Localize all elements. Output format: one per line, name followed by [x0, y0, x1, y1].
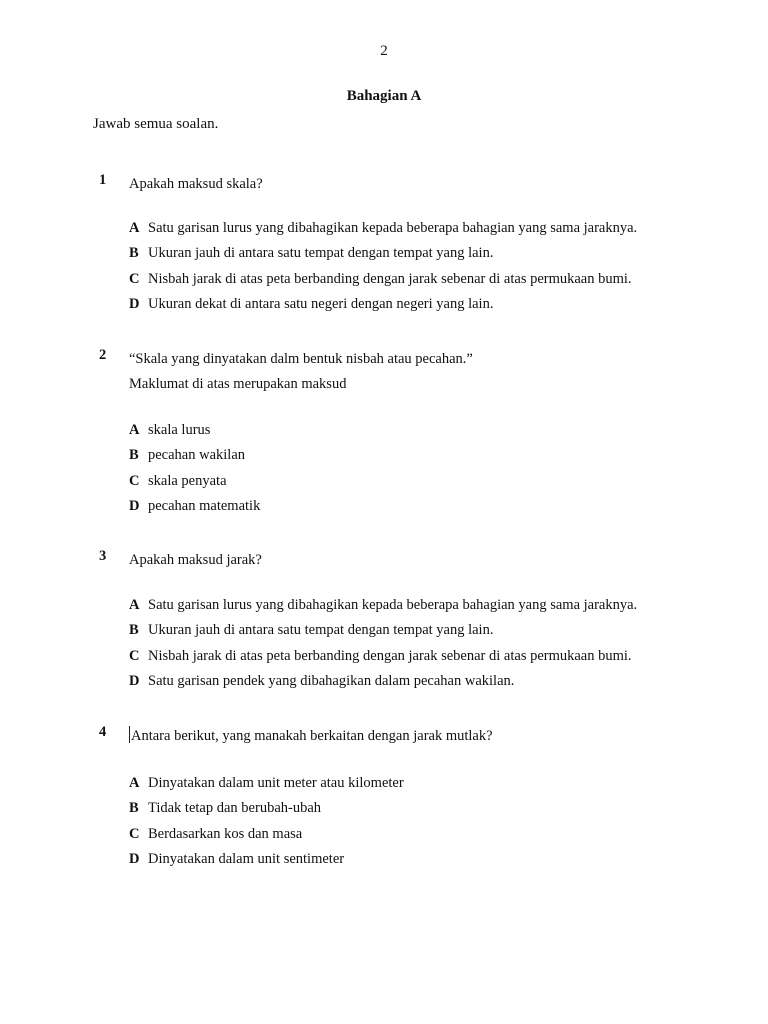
option-letter: C: [129, 647, 140, 664]
question-stem: [129, 347, 473, 397]
option-letter: D: [129, 497, 140, 514]
question-number: 1: [99, 172, 107, 188]
option-d: [129, 847, 404, 872]
option-a: [129, 418, 260, 443]
question-number: 4: [99, 724, 107, 740]
question-stem: [129, 548, 262, 573]
option-d: [129, 494, 260, 519]
option-text: pecahan wakilan: [148, 447, 246, 464]
option-d: [129, 669, 637, 694]
option-letter: B: [129, 622, 139, 639]
option-b: [129, 796, 404, 821]
option-text: Berdasarkan kos dan masa: [148, 825, 303, 842]
option-letter: A: [129, 597, 140, 613]
option-letter: A: [129, 220, 140, 236]
question-stem: [129, 724, 493, 749]
option-a: [129, 771, 404, 796]
option-a: [129, 216, 637, 241]
instruction-text: Jawab semua soalan.: [93, 116, 219, 132]
option-b: [129, 618, 637, 643]
option-letter: D: [129, 295, 140, 312]
text-cursor: [129, 726, 130, 743]
option-list: [129, 418, 260, 519]
option-text: Tidak tetap dan berubah-ubah: [148, 800, 322, 817]
option-letter: A: [129, 775, 140, 791]
page-number: 2: [380, 43, 388, 59]
option-text: Ukuran jauh di antara satu tempat dengan tempat yang lain.: [148, 245, 494, 262]
option-text: pecahan matematik: [148, 497, 261, 514]
option-c: [129, 267, 637, 292]
option-text: Ukuran dekat di antara satu negeri dengan negeri yang lain.: [148, 295, 494, 312]
option-list: [129, 216, 637, 317]
option-text: Satu garisan pendek yang dibahagikan dalam pecahan wakilan.: [148, 672, 515, 689]
question-stem-line: Apakah maksud skala?: [129, 176, 263, 192]
option-b: [129, 241, 637, 266]
option-text: Satu garisan lurus yang dibahagikan kepada beberapa bahagian yang sama jaraknya.: [148, 597, 638, 613]
option-letter: B: [129, 245, 139, 262]
option-text: Nisbah jarak di atas peta berbanding dengan jarak sebenar di atas permukaan bumi.: [148, 270, 632, 287]
option-letter: C: [129, 270, 140, 287]
option-text: Satu garisan lurus yang dibahagikan kepada beberapa bahagian yang sama jaraknya.: [148, 220, 638, 236]
question-stem-line: “Skala yang dinyatakan dalm bentuk nisbah atau pecahan.”: [129, 351, 473, 367]
option-letter: B: [129, 800, 139, 817]
option-letter: C: [129, 472, 140, 489]
option-text: Nisbah jarak di atas peta berbanding dengan jarak sebenar di atas permukaan bumi.: [148, 647, 632, 664]
option-letter: B: [129, 447, 139, 464]
option-text: skala penyata: [148, 472, 227, 489]
question-stem-text: Antara berikut, yang manakah berkaitan dengan jarak mutlak?: [131, 728, 493, 744]
option-list: [129, 771, 404, 872]
option-a: [129, 593, 637, 618]
option-text: Dinyatakan dalam unit sentimeter: [148, 850, 345, 867]
option-letter: A: [129, 422, 140, 438]
option-b: [129, 443, 260, 468]
question-stem: [129, 172, 263, 197]
option-letter: D: [129, 850, 140, 867]
section-title: Bahagian A: [346, 88, 422, 104]
option-list: [129, 593, 637, 694]
option-d: [129, 292, 637, 317]
option-c: [129, 822, 404, 847]
option-c: [129, 644, 637, 669]
option-letter: C: [129, 825, 140, 842]
option-letter: D: [129, 672, 140, 689]
question-number: 2: [99, 347, 107, 363]
question-number: 3: [99, 548, 107, 564]
option-text: Dinyatakan dalam unit meter atau kilometer: [148, 775, 404, 791]
question-stem-line[interactable]: [129, 724, 493, 749]
question-stem-line: Maklumat di atas merupakan maksud: [129, 376, 347, 392]
option-text: skala lurus: [148, 422, 211, 438]
question-stem-line: Apakah maksud jarak?: [129, 552, 262, 568]
option-c: [129, 469, 260, 494]
option-text: Ukuran jauh di antara satu tempat dengan tempat yang lain.: [148, 622, 494, 639]
